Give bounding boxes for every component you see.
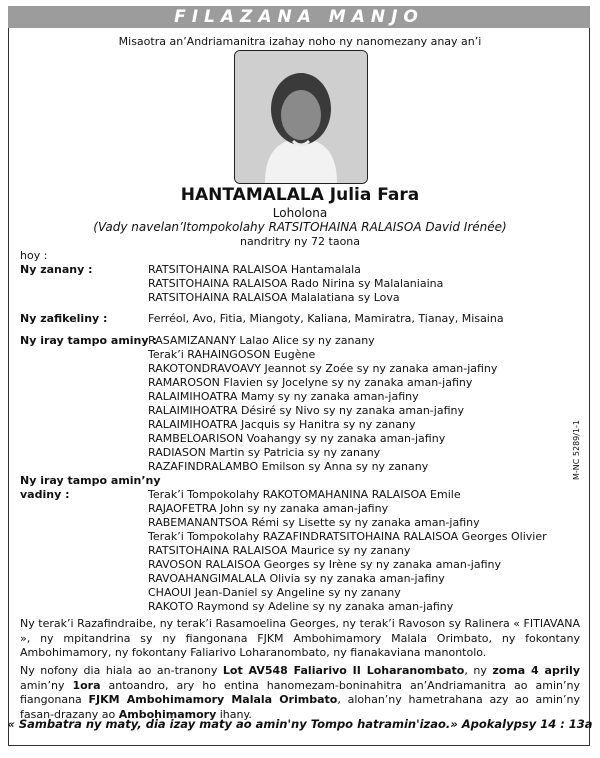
grandchildren-value: Ferréol, Avo, Fitia, Miangoty, Kaliana, Mamiratra, Tianay, Misaina: [148, 312, 504, 325]
deceased-status: Loholona: [272, 206, 328, 220]
sibling-item: RALAIMIHOATRA Jacquis sy Hanitra sy ny zanany: [148, 418, 416, 431]
reference-code: M-NC 5289/1-1: [572, 419, 581, 480]
funeral-address: Lot AV548 Faliarivo II Loharanombato: [222, 664, 465, 677]
children-item: RATSITOHAINA RALAISOA Rado Nirina sy Malalaniaina: [148, 277, 444, 290]
sibling-item: RADIASON Martin sy Patricia sy ny zanany: [148, 446, 381, 459]
spouse-siblings-label: Ny iray tampo amin’ny: [20, 474, 161, 487]
spouse-sibling-item: RAJAOFETRA John sy ny zanaka aman-jafiny: [148, 502, 389, 515]
portrait-photo: [234, 50, 368, 184]
sibling-item: RAKOTONDRAVOAVY Jeannot sy Zoée sy ny zanaka aman-jafiny: [148, 362, 498, 375]
children-item: RATSITOHAINA RALAISOA Malalatiana sy Lova: [148, 291, 400, 304]
funeral-text: , alohan’ny hametrahana azy ao amin’ny fasan-drazany ao: [20, 693, 580, 721]
families-paragraph: Ny terak’i Razafindraibe, ny terak’i Rasamoelina Georges, ny terak’i Ravoson sy Ralinera « FITIAVANA », ny mpitandrina sy ny fiangonana FJKM Ambohimamory Malala Orimbato, ny fokontany Ambohimamory, ny fokontany Faliarivo Loharanombato, ny fianakaviana manontolo.: [20, 617, 580, 659]
funeral-text: amin’ny: [20, 678, 73, 692]
funeral-text: , ny: [464, 664, 493, 677]
funeral-date: zoma 4 aprily: [492, 664, 580, 677]
spouse-sibling-item: RAVOSON RALAISOA Georges sy Irène sy ny zanaka aman-jafiny: [148, 558, 502, 571]
funeral-church: FJKM Ambohimamory Malala Orimbato: [88, 693, 338, 706]
intro-text: Misaotra an’Andriamanitra izahay noho ny nanomezany anay an’i: [118, 35, 482, 48]
banner-title: FILAZANA MANJO: [8, 6, 590, 28]
spouse-sibling-item: RAVOAHANGIMALALA Olivia sy ny zanaka aman-jafiny: [148, 572, 445, 585]
spouse-siblings-label-cont: vadiny :: [20, 488, 70, 501]
portrait-image: [235, 51, 367, 183]
spouse-line: (Vady navelan’Itompokolahy RATSITOHAINA RALAISOA David Irénée): [93, 220, 507, 234]
grandchildren-label: Ny zafikeliny :: [20, 312, 108, 325]
spouse-sibling-item: CHAOUI Jean-Daniel sy Angeline sy ny zanany: [148, 586, 401, 599]
funeral-paragraph: [20, 664, 580, 722]
funeral-text: Ny nofony dia hiala ao an-tranony: [20, 664, 223, 677]
funeral-place: Ambohimamory: [118, 707, 217, 721]
sibling-item: RALAIMIHOATRA Désiré sy Nivo sy ny zanaka aman-jafiny: [148, 404, 464, 417]
spouse-sibling-item: Terak’i Tompokolahy RAZAFINDRATSITOHAINA RALAISOA Georges Olivier: [148, 530, 547, 543]
children-item: RATSITOHAINA RALAISOA Hantamalala: [148, 263, 361, 276]
funeral-text: antoandro, ary ho entina hanomezam-boninahitra an’Andriamanitra ao amin’ny fiangonana: [20, 678, 580, 706]
sibling-item: Terak’i RAHAINGOSON Eugène: [148, 348, 316, 361]
sibling-item: RAMBELOARISON Voahangy sy ny zanaka aman-jafiny: [148, 432, 446, 445]
hoy-label: hoy :: [20, 249, 48, 262]
siblings-label: Ny iray tampo aminy :: [20, 334, 157, 347]
age-line: nandritry ny 72 taona: [239, 235, 361, 248]
scripture-quote: « Sambatra ny maty, dia izay maty ao amin'ny Tompo hatramin'izao.» Apokalypsy 14 : 13a: [7, 717, 593, 731]
funeral-text: ihany.: [216, 707, 252, 721]
spouse-sibling-item: Terak’i Tompokolahy RAKOTOMAHANINA RALAISOA Emile: [148, 488, 461, 501]
sibling-item: RAMAROSON Flavien sy Jocelyne sy ny zanaka aman-jafiny: [148, 376, 473, 389]
spouse-sibling-item: RATSITOHAINA RALAISOA Maurice sy ny zanany: [148, 544, 411, 557]
spouse-sibling-item: RABEMANANTSOA Rémi sy Lisette sy ny zanaka aman-jafiny: [148, 516, 480, 529]
sibling-item: RALAIMIHOATRA Mamy sy ny zanaka aman-jafiny: [148, 390, 419, 403]
children-label: Ny zanany :: [20, 263, 93, 276]
sibling-item: RASAMIZANANY Lalao Alice sy ny zanany: [148, 334, 375, 347]
funeral-time: 1ora: [72, 678, 101, 692]
sibling-item: RAZAFINDRALAMBO Emilson sy Anna sy ny zanany: [148, 460, 429, 473]
spouse-sibling-item: RAKOTO Raymond sy Adeline sy ny zanaka aman-jafiny: [148, 600, 454, 613]
deceased-name: HANTAMALALA Julia Fara: [180, 185, 420, 205]
